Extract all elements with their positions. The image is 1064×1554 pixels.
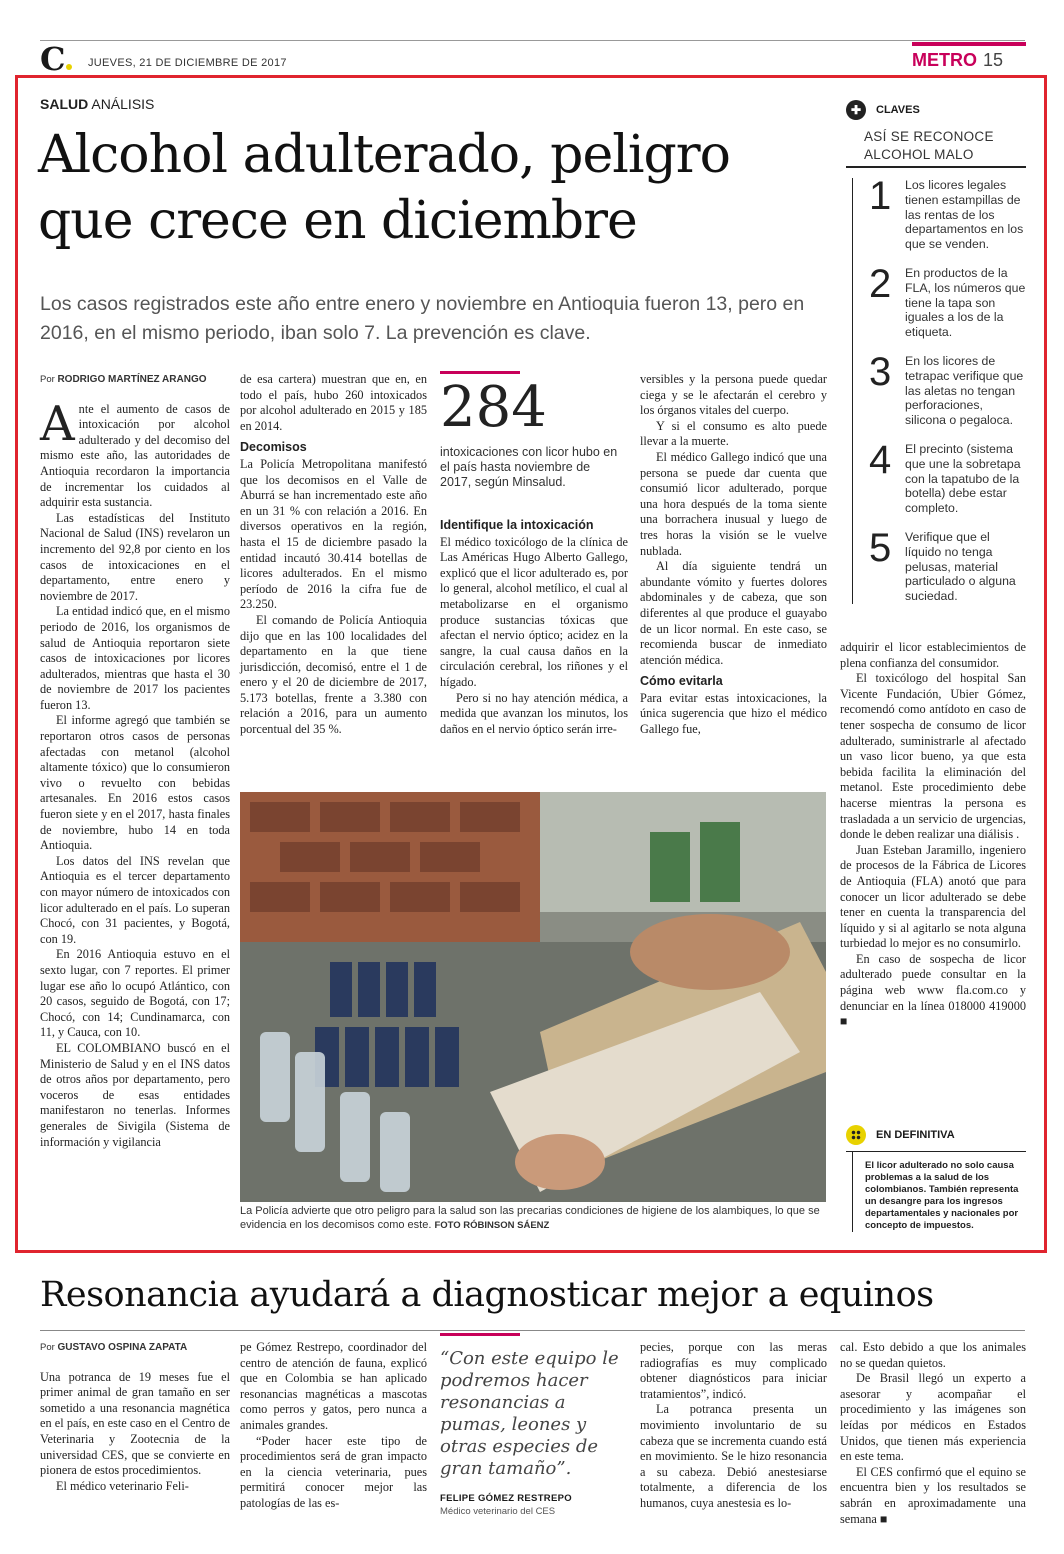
claves-title: ASÍ SE RECONOCE ALCOHOL MALO: [846, 128, 1026, 168]
clave-item: 5 Verifique que el líquido no tenga pelusas, material particulado o alguna suciedad.: [869, 525, 1016, 604]
paragraph: Ante el aumento de casos de intoxicación por alcohol adulterado y del decomiso del mismo este año, las autoridades de Antioquia recordaron la importancia de incrementar los cuidados al adquirir esta sustancia.: [40, 395, 230, 510]
section-label: [912, 42, 1026, 71]
photo-caption: La Policía advierte que otro peligro para la salud son las precarias condiciones de higiene de los alambiques, lo que se evidencia en los decomisos como este. FOTO RÓBINSON SÁENZ: [240, 1205, 820, 1231]
paragraph: De Brasil llegó un experto a asesorar y acompañar el procedimiento y las imágenes son leídas por médicos en Estados Unidos, que tienen más experiencia en este tema.: [840, 1371, 1026, 1464]
paragraph: La potranca presenta un movimiento involuntario de su cabeza que se incrementa cuando está en movimiento. Se le hizo resonancia a su cabeza. Debió anestesiarse totalmente, a diferencia de los humanos, cuya anestesia es lo-: [640, 1402, 827, 1510]
paragraph: El informe agregó que también se reportaron otros casos de personas afectadas con metanol (alcohol altamente tóxico) que lo consumieron vivo o revuelto con bebidas artesanales. En 2016 estos casos fueron siete y en el 2017, hasta finales de noviembre, hubo 14 en toda Antioquia.: [40, 713, 230, 853]
paragraph: EL COLOMBIANO buscó en el Ministerio de Salud y en el INS datos de otros años por departamento, pero voceros de esas entidades manifestaron no tenerlas. Informes generales de Sivigila (Sistema de información y vigilancia: [40, 1040, 230, 1149]
pull-quote: “Con este equipo le podremos hacer resonancias a pumas, leones y otras especies de gran tamaño”.: [440, 1348, 619, 1479]
paragraph: Una potranca de 19 meses fue el primer animal de gran tamaño en ser sometido a una resonancia magnética en el país, en este caso en el Centro de Veterinaria y Zootecnia de la universidad CES, que se convierte en pionera de estos procedimientos.: [40, 1369, 230, 1478]
plus-icon: ✚: [846, 100, 866, 120]
paragraph: El CES confirmó que el equino se encuentra bien y los resultados se sabrán en aproximadamente una semana ■: [840, 1464, 1026, 1526]
deck: Los casos registrados este año entre enero y noviembre en Antioquia fueron 13, pero en 2016, en el mismo periodo, iban solo 7. La prevención es clave.: [40, 293, 805, 344]
paragraph: La Policía Metropolitana manifestó que los decomisos en el Valle de Aburrá se han incrementado este año en un 31 % con relación a 2016. En diversos operativos en la región, hasta el 15 de diciembre pasado la entidad incautó 30.414 botellas de licores adulterados. En el mismo período de 2016 la cifra fue de 23.250.: [240, 456, 427, 612]
clave-item: 2 En productos de la FLA, los números que tiene la tapa son iguales a los de la etiqueta.: [869, 261, 1026, 340]
news-photo: [240, 792, 826, 1202]
claves-label: CLAVES: [876, 104, 920, 116]
paragraph: pecies, porque con las meras radiografías es muy complicado obtener diagnósticos para iniciar tratamientos”, indicó.: [640, 1340, 827, 1401]
article-column-1: [40, 372, 230, 1150]
article2-column-1: [40, 1340, 230, 1494]
claves-box: [846, 100, 1026, 604]
claves-list: [852, 174, 1026, 604]
paragraph: En caso de sospecha de licor adulterado puede consultar en la página web www fla.com.co y denunciar en la línea 018000 419000 ■: [840, 951, 1026, 1029]
article2-column-2: [240, 1340, 427, 1512]
paragraph: La entidad indicó que, en el mismo periodo de 2016, los organismos de salud de Antioquia reportaron siete casos de intoxicaciones por licores adulterados, mientras que hasta el 30 de noviembre de 2017 los pacientes fueron 13.: [40, 604, 230, 712]
paragraph: El toxicólogo del hospital San Vicente Fundación, Ubier Gómez, recomendó como antídoto en caso de tener sospecha de consumo de licor adulterado, suministrarle al afectado un vaso licor bueno, ya que esta bebida facilita la eliminación del metanol. Este procedimiento debe hacerse mientras la persona es trasladada a un servicio de urgencias, donde le deben realizar una diálisis .: [840, 671, 1026, 842]
paragraph: En 2016 Antioquia estuvo en el sexto lugar, con 7 reportes. El primer lugar ese año lo ocupó Atlántico, con 20 casos, seguido de Bogotá, con 17; Chocó, con 14; Cundinamarca, con 11, y Cauca, con 10.: [40, 947, 230, 1040]
headline-2: Resonancia ayudará a diagnosticar mejor a equinos: [40, 1275, 934, 1315]
paragraph: Al día siguiente tendrá un abundante vómito y fuertes dolores abdominales y de cabeza, que son diferentes al que produce el guayabo de un licor normal. En este caso, se recomienda buscar de inmediato atención médica.: [640, 559, 827, 667]
clave-item: 1 Los licores legales tienen estampillas de las rentas de los departamentos en los que se venden.: [869, 174, 1024, 252]
en-definitiva-text: El licor adulterado no solo causa problemas a la salud de los colombianos. También representa un desangre para los ingresos departamentales y nacionales por concepto de impuestos.: [852, 1152, 1026, 1232]
divider: [40, 1330, 1025, 1331]
paragraph: Pero si no hay atención médica, a medida que avanzan los minutos, los daños en el nervio óptico serán irre-: [440, 690, 628, 736]
paragraph: El médico veterinario Feli-: [56, 1478, 189, 1493]
quote-author-role: Médico veterinario del CES: [440, 1506, 556, 1517]
article2-column-4: [640, 1340, 827, 1512]
en-definitiva-box: [846, 1125, 1026, 1232]
kicker: [40, 96, 154, 112]
kicker-topic: SALUD: [40, 96, 89, 112]
paragraph: de esa cartera) muestran que en, en todo el país, hubo 260 intoxicados por alcohol adulterado en 2015 y 185 en 2014.: [240, 372, 427, 433]
paragraph: Los datos del INS revelan que Antioquia es el tercer departamento con mayor número de intoxicados con licor adulterado en el país. Lo superan Chocó, con 31 pacientes, y Bogotá, con 19.: [40, 853, 230, 946]
paragraph: “Poder hacer este tipo de procedimientos será de gran impacto en la ciencia veterinaria, pues permitirá conocer mejor las patologías de las es-: [240, 1433, 427, 1510]
byline: Por RODRIGO MARTÍNEZ ARANGO: [40, 374, 207, 385]
headline: Alcohol adulterado, peligro que crece en diciembre: [38, 125, 730, 251]
issue-date: JUEVES, 21 DE DICIEMBRE DE 2017: [88, 57, 287, 69]
article-column-5: [840, 640, 1026, 1030]
article-column-4: [640, 372, 827, 738]
en-definitiva-header: [846, 1125, 1026, 1152]
paragraph: pe Gómez Restrepo, coordinador del centro de atención de fauna, explicó que en Colombia se han aplicado resonancias magnéticas a mascotas como perros y gatos, pero nunca a animales grandes.: [240, 1340, 427, 1432]
paragraph: El médico Gallego indicó que una persona se puede dar cuenta que consumió licor adulterado, porque una hora después de la toma siente una borrachera inusual y luego de tres horas la visión se le vuelve nublada.: [640, 449, 827, 558]
article2-column-5: [840, 1340, 1026, 1527]
photo-illustration: [240, 792, 826, 1202]
article-column-3: [440, 512, 628, 737]
accent-bar: [440, 1333, 520, 1336]
paragraph: Juan Esteban Jaramillo, ingeniero de procesos de la Fábrica de Licores de Antioquia (FLA) anotó que para conocer un licor adulterado se debe tener en cuenta la transparencia del líquido y si al agitarlo se nota alguna turbiedad lo mejor es no consumirlo.: [840, 842, 1026, 951]
dots-icon: [846, 1125, 866, 1145]
dropcap: A: [40, 395, 75, 452]
paragraph: El médico toxicólogo de la clínica de Las Américas Hugo Alberto Gallego, explicó que el licor adulterado es, por lo general, alcohol metílico, el cual al metabolizarse en el organismo produce sustancias tóxicas que afectan el nervio óptico; acidez en la sangre, la cual causa daños en la circulación cerebral, los riñones y el hígado.: [440, 534, 628, 689]
big-number: 284: [440, 375, 547, 440]
paragraph: cal. Esto debido a que los animales no se quedan quietos.: [840, 1340, 1026, 1370]
accent-bar: [440, 371, 520, 374]
en-definitiva-label: EN DEFINITIVA: [876, 1129, 955, 1141]
photo-credit: FOTO RÓBINSON SÁENZ: [434, 1220, 550, 1231]
quote-author: FELIPE GÓMEZ RESTREPO: [440, 1493, 572, 1504]
newspaper-logo: C: [40, 44, 72, 74]
paragraph: adquirir el licor establecimientos de plena confianza del consumidor.: [840, 640, 1026, 670]
subhead-identifique: Identifique la intoxicación: [440, 518, 594, 532]
paragraph: Y si el consumo es alto puede llevar a la muerte.: [640, 418, 827, 449]
header-rule: [40, 40, 1025, 41]
claves-header: [846, 100, 1026, 120]
section-name: METRO: [912, 50, 977, 70]
subhead-como-evitarla: Cómo evitarla: [640, 674, 723, 689]
subhead-decomisos: Decomisos: [240, 440, 307, 455]
paragraph: versibles y la persona puede quedar ciega y se le afectarán el cerebro y los órganos vitales del cuerpo.: [640, 372, 827, 418]
paragraph: Para evitar estas intoxicaciones, la única sugerencia que hizo el médico Gallego fue,: [640, 690, 827, 737]
paragraph: El comando de Policía Antioquia dijo que en las 100 localidades del departamento en la que tiene jurisdicción, decomisó, entre el 1 de enero y el 20 de diciembre de 2017, 5.173 botellas, frente a 3.380 con relación a 2016, para un aumento porcentual del 35 %.: [240, 612, 427, 737]
byline-2: Por GUSTAVO OSPINA ZAPATA: [40, 1342, 188, 1353]
article-column-2: [240, 372, 427, 738]
clave-item: 4 El precinto (sistema que une la sobretapa con la tapatubo de la botella) debe estar completo.: [869, 437, 1021, 516]
paragraph: Las estadísticas del Instituto Nacional de Salud (INS) revelaron un incremento del 92,8 por ciento en los casos de intoxicaciones en el departamento, entre enero y noviembre de 2017.: [40, 510, 230, 603]
kicker-type: ANÁLISIS: [91, 96, 155, 112]
big-number-caption: intoxicaciones con licor hubo en el país hasta noviembre de 2017, según Minsalud.: [440, 445, 618, 489]
page-number: 15: [983, 50, 1004, 70]
clave-item: 3 En los licores de tetrapac verifique que las aletas no tengan perforaciones, silicona o pegaloca.: [869, 349, 1024, 428]
